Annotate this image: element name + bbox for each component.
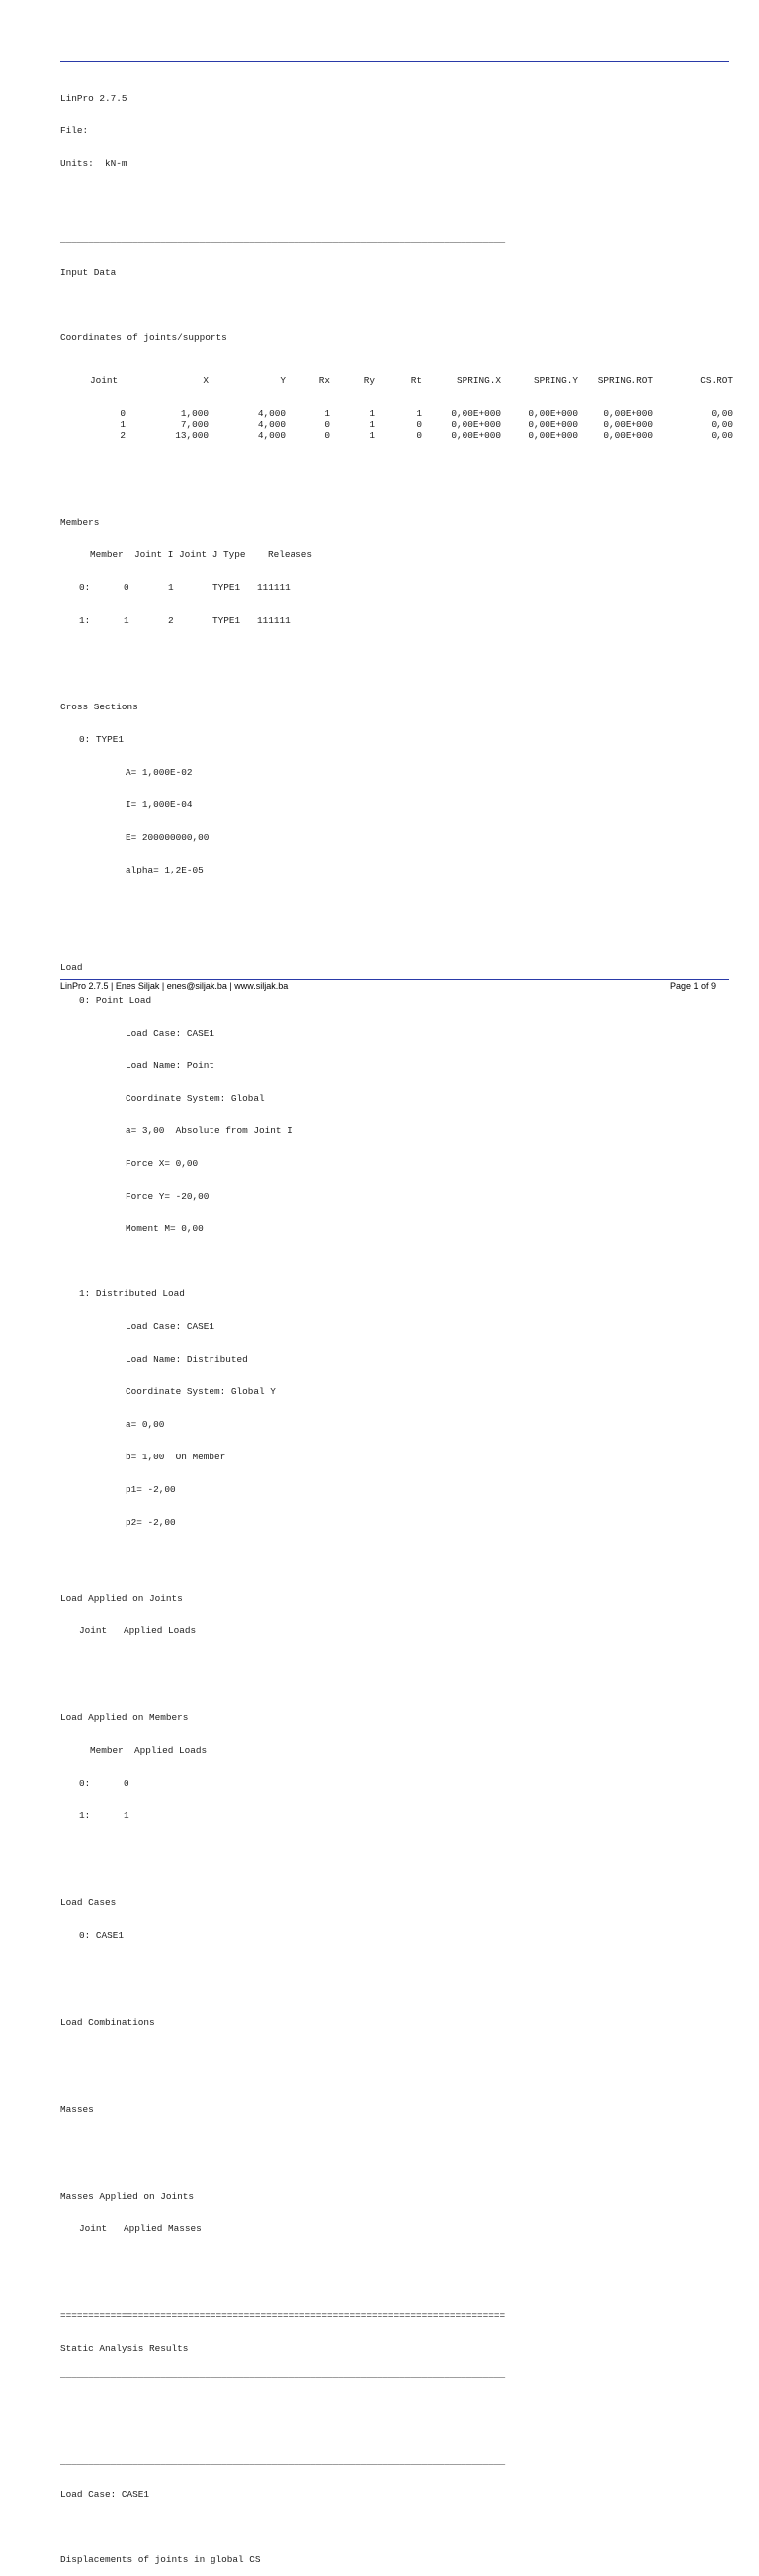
coords-cell-cs-rot: 0,00	[711, 419, 733, 430]
coords-cell-x: 7,000	[180, 419, 209, 430]
cross-prop: E= 200000000,00	[126, 832, 210, 843]
coords-cell-spring-rot: 0,00E+000	[603, 408, 653, 419]
report-body	[60, 71, 742, 2576]
coords-cell-spring-y: 0,00E+000	[528, 430, 578, 441]
input-data-title: Input Data	[60, 267, 117, 278]
cross-sections-title: Cross Sections	[60, 702, 138, 712]
point-load-prop: Load Case: CASE1	[126, 1028, 215, 1039]
load-cases-title: Load Cases	[60, 1897, 117, 1908]
load-title: Load	[60, 962, 83, 973]
coords-cell-spring-x: 0,00E+000	[451, 430, 501, 441]
coords-cell-joint: 0	[120, 408, 126, 419]
coords-cell-x: 13,000	[175, 430, 209, 441]
separator: ________________________________________________________________________________	[60, 234, 506, 245]
col-rt: Rt	[410, 375, 422, 386]
point-load-prop: Moment M= 0,00	[126, 1223, 204, 1234]
col-y: Y	[280, 375, 286, 386]
dist-load-prop: Load Name: Distributed	[126, 1354, 248, 1365]
cross-prop: alpha= 1,2E-05	[126, 865, 204, 875]
members-row: 0: 0 1 TYPE1 111111	[79, 582, 291, 593]
point-load-prop: Force X= 0,00	[126, 1158, 199, 1169]
program-line: LinPro 2.7.5	[60, 93, 127, 104]
coords-cell-rt: 0	[416, 419, 422, 430]
coords-cell-spring-x: 0,00E+000	[451, 408, 501, 419]
col-cs-rot: CS.ROT	[700, 375, 733, 386]
load-case-heading: Load Case: CASE1	[60, 2489, 150, 2500]
cross-prop: I= 1,000E-04	[126, 799, 193, 810]
coords-cell-y: 4,000	[257, 419, 286, 430]
double-separator: ================================================================================	[60, 2310, 506, 2321]
coords-row	[60, 430, 742, 441]
col-spring-rot: SPRING.ROT	[597, 375, 653, 386]
coords-cell-rx: 0	[324, 419, 330, 430]
coords-cell-ry: 1	[369, 419, 375, 430]
coords-cell-y: 4,000	[257, 408, 286, 419]
coords-cell-ry: 1	[369, 430, 375, 441]
point-load-prop: Coordinate System: Global	[126, 1093, 265, 1104]
coords-cell-spring-rot: 0,00E+000	[603, 419, 653, 430]
load-members-header: Member Applied Loads	[90, 1745, 208, 1756]
coords-cell-spring-x: 0,00E+000	[451, 419, 501, 430]
col-rx: Rx	[318, 375, 330, 386]
cross-section-item: 0: TYPE1	[79, 734, 125, 745]
members-header: Member Joint I Joint J Type Releases	[90, 549, 313, 560]
masses-joints-header: Joint Applied Masses	[79, 2223, 202, 2234]
coords-header-row	[60, 375, 742, 386]
coords-row	[60, 419, 742, 430]
load-joints-title: Load Applied on Joints	[60, 1593, 183, 1604]
footer-credits: LinPro 2.7.5 | Enes Siljak | enes@siljak.ba | www.siljak.ba	[60, 981, 289, 991]
static-results-title: Static Analysis Results	[60, 2343, 189, 2354]
top-rule	[60, 61, 729, 62]
col-ry: Ry	[363, 375, 375, 386]
point-load-prop: a= 3,00 Absolute from Joint I	[126, 1125, 293, 1136]
point-load-title: 0: Point Load	[79, 995, 152, 1006]
point-load-prop: Force Y= -20,00	[126, 1191, 210, 1202]
coords-title: Coordinates of joints/supports	[60, 332, 227, 343]
coords-cell-spring-rot: 0,00E+000	[603, 430, 653, 441]
page-number: Page 1 of 9	[669, 981, 716, 991]
dist-load-prop: Coordinate System: Global Y	[126, 1386, 276, 1397]
coords-cell-spring-y: 0,00E+000	[528, 419, 578, 430]
load-case-row: 0: CASE1	[79, 1930, 125, 1941]
units-line: Units: kN-m	[60, 158, 127, 169]
load-members-row: 1: 1	[79, 1810, 129, 1821]
point-load-prop: Load Name: Point	[126, 1060, 215, 1071]
dist-load-title: 1: Distributed Load	[79, 1288, 185, 1299]
coords-cell-rx: 0	[324, 430, 330, 441]
members-title: Members	[60, 517, 100, 528]
coords-cell-cs-rot: 0,00	[711, 408, 733, 419]
coords-cell-x: 1,000	[180, 408, 209, 419]
dist-load-prop: a= 0,00	[126, 1419, 165, 1430]
col-spring-y: SPRING.Y	[533, 375, 578, 386]
col-spring-x: SPRING.X	[456, 375, 501, 386]
bottom-rule	[60, 979, 729, 980]
file-line: File:	[60, 125, 89, 136]
col-joint: Joint	[90, 375, 119, 386]
dist-load-prop: p1= -2,00	[126, 1484, 176, 1495]
dist-load-prop: b= 1,00 On Member	[126, 1452, 226, 1462]
separator: ________________________________________________________________________________	[60, 2456, 506, 2467]
load-combinations-title: Load Combinations	[60, 2017, 155, 2028]
coords-cell-rt: 0	[416, 430, 422, 441]
dist-load-prop: p2= -2,00	[126, 1517, 176, 1528]
load-members-title: Load Applied on Members	[60, 1712, 189, 1723]
masses-title: Masses	[60, 2104, 94, 2115]
col-x: X	[203, 375, 209, 386]
coords-cell-spring-y: 0,00E+000	[528, 408, 578, 419]
masses-joints-title: Masses Applied on Joints	[60, 2191, 195, 2202]
coords-cell-joint: 1	[120, 419, 126, 430]
coords-cell-rt: 1	[416, 408, 422, 419]
dist-load-prop: Load Case: CASE1	[126, 1321, 215, 1332]
load-joints-header: Joint Applied Loads	[79, 1625, 197, 1636]
coords-cell-cs-rot: 0,00	[711, 430, 733, 441]
coords-cell-rx: 1	[324, 408, 330, 419]
coords-cell-ry: 1	[369, 408, 375, 419]
cross-prop: A= 1,000E-02	[126, 767, 193, 778]
coords-cell-y: 4,000	[257, 430, 286, 441]
load-members-row: 0: 0	[79, 1778, 129, 1788]
displacements-title: Displacements of joints in global CS	[60, 2554, 261, 2565]
members-row: 1: 1 2 TYPE1 111111	[79, 615, 291, 625]
coords-row	[60, 408, 742, 419]
coords-cell-joint: 2	[120, 430, 126, 441]
separator: ________________________________________________________________________________	[60, 2369, 506, 2380]
